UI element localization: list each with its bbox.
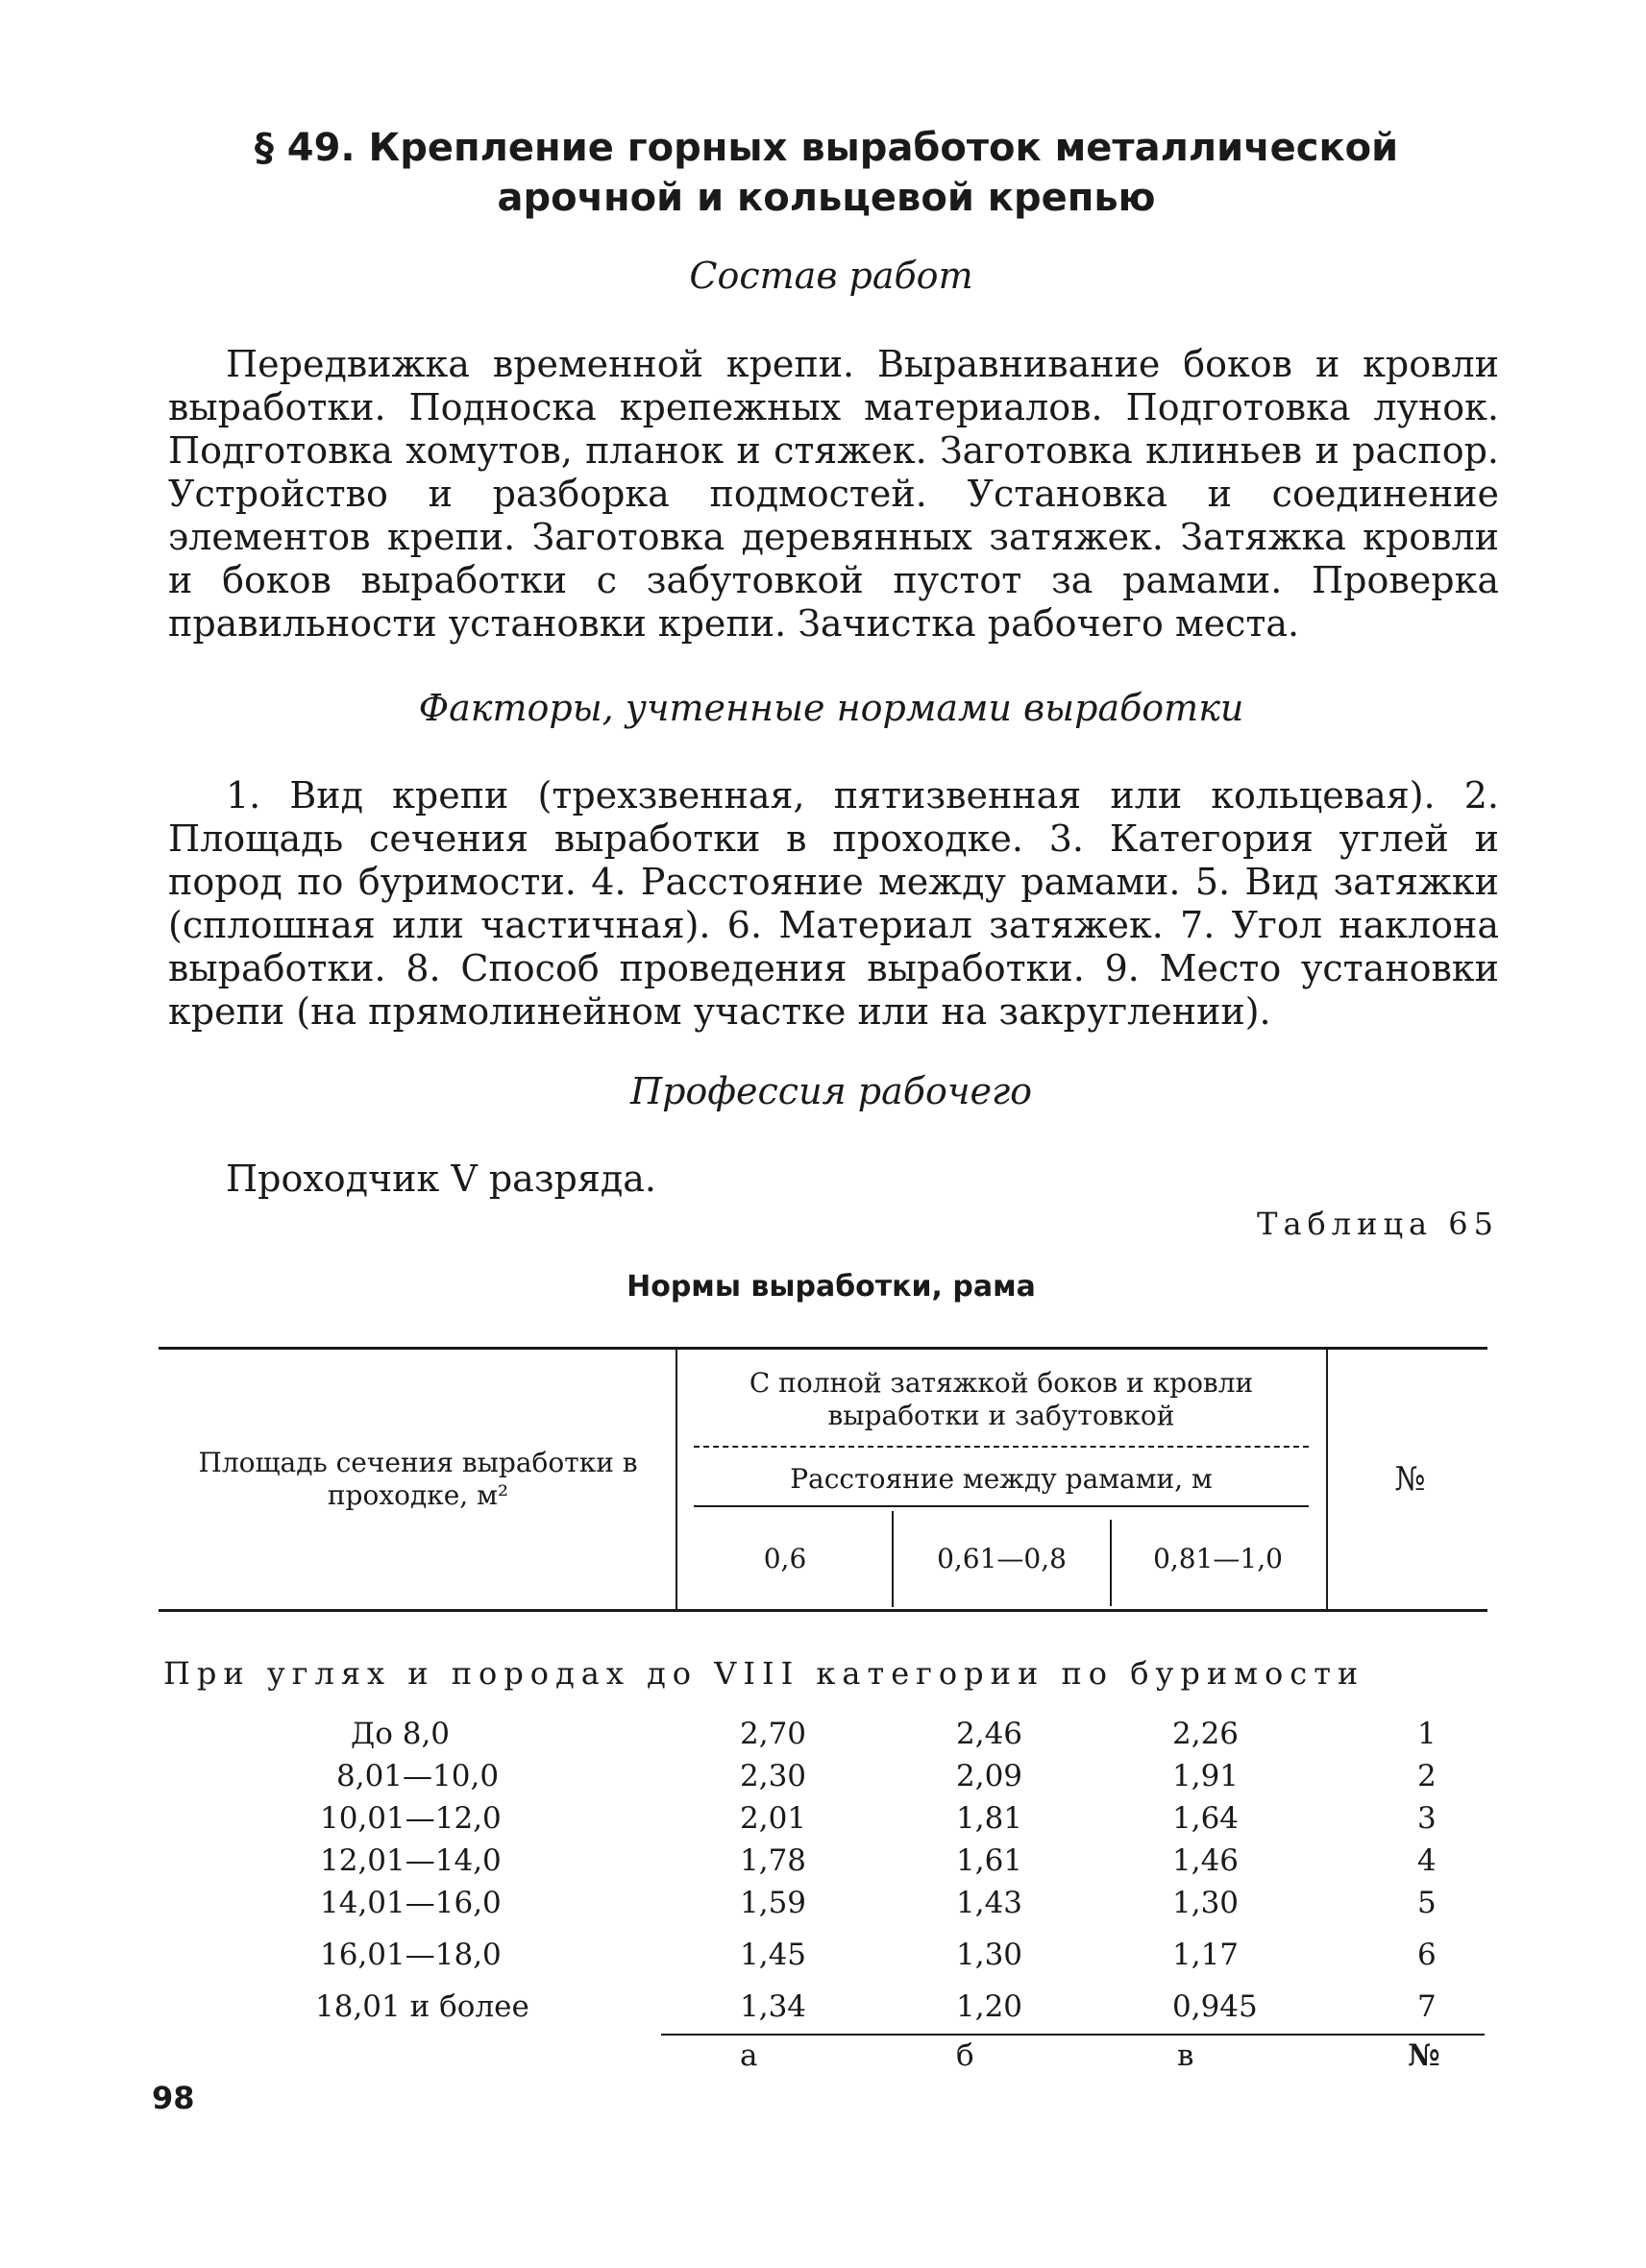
cell-a: 1,45 — [740, 1938, 807, 1972]
section-title-line-1: § 49. Крепление горных выработок металлической — [254, 126, 1399, 170]
cell-c: 1,17 — [1172, 1938, 1240, 1972]
table-col-divider-1 — [676, 1350, 677, 1609]
cell-no: 2 — [1417, 1759, 1437, 1793]
footer-col-c: в — [1177, 2038, 1194, 2073]
factors-heading: Факторы, учтенные нормами выработки — [418, 687, 1244, 729]
cell-b: 1,20 — [956, 1989, 1023, 2024]
table-row — [288, 1882, 1518, 1926]
cell-area: 12,01—14,0 — [320, 1843, 502, 1878]
factors-text: 1. Вид крепи (трехзвенная, пятизвенная или кольцевая). 2. Площадь сечения выработки в проходке. 3. Категория углей и пород по буримости. 4. Расстояние между рамами. 5. Вид затяжки (сплошная или частичная). 6. Материал затяжек. 7. Угол наклона выработки. 8. Способ проведения выработки. 9. Место установки крепи (на прямолинейном участке или на закруглении). — [168, 774, 1499, 1033]
cell-b: 1,30 — [956, 1938, 1023, 1972]
cell-area: 8,01—10,0 — [336, 1759, 500, 1793]
cell-no: 4 — [1417, 1843, 1437, 1878]
table-subcol-divider-1 — [892, 1511, 894, 1607]
table-row — [288, 1713, 1518, 1755]
cell-c: 1,30 — [1172, 1886, 1240, 1920]
table-col-divider-2 — [1326, 1350, 1328, 1609]
profession-heading: Профессия рабочего — [629, 1070, 1033, 1112]
cell-a: 2,30 — [740, 1759, 807, 1793]
footer-col-b: б — [956, 2038, 974, 2073]
cell-a: 2,01 — [740, 1801, 807, 1836]
footer-col-a: а — [740, 2038, 758, 2073]
cell-a: 1,78 — [740, 1843, 807, 1878]
work-text: Передвижка временной крепи. Выравнивание боков и кровли выработки. Подноска крепежных материалов. Подготовка лунок. Подготовка хомутов, планок и стяжек. Заготовка клиньев и распор. Устройство и разборка подмостей. Установка и соединение элементов крепи. Заготовка деревянных затяжек. Затяжка кровли и боков выработки с забутовкой пустот за рамами. Проверка правильности установки крепи. Зачистка рабочего места. — [168, 343, 1499, 645]
section-title-line-2: арочной и кольцевой крепью — [497, 176, 1156, 220]
cell-c: 1,64 — [1172, 1801, 1240, 1836]
cell-c: 1,91 — [1172, 1759, 1240, 1793]
cell-c: 0,945 — [1172, 1989, 1258, 2024]
table-number: Таблица 65 — [1257, 1206, 1499, 1242]
cell-no: 1 — [1417, 1717, 1437, 1751]
cell-b: 1,61 — [956, 1843, 1023, 1878]
table-subcol-divider-2 — [1110, 1520, 1112, 1606]
header-area: Площадь сечения выработки в проходке, м² — [198, 1447, 638, 1511]
section-title — [192, 123, 1461, 223]
table-distance-rule — [694, 1505, 1309, 1507]
table-bottom-rule — [661, 2034, 1485, 2036]
table-row — [288, 1986, 1518, 2028]
cell-no: 3 — [1417, 1801, 1437, 1836]
cell-a: 1,34 — [740, 1989, 807, 2024]
footer-col-no: № — [1408, 2038, 1440, 2073]
table-group-dashed-rule — [694, 1446, 1309, 1448]
table-header-bottom-rule — [159, 1609, 1487, 1612]
cell-b: 2,09 — [956, 1759, 1023, 1793]
table-section-row: При углях и породах до VIII категории по буримости — [163, 1655, 1365, 1692]
cell-b: 1,43 — [956, 1886, 1023, 1920]
cell-area: 18,01 и более — [315, 1989, 529, 2024]
header-col-a: 0,6 — [763, 1543, 807, 1574]
table-row — [288, 1926, 1518, 1986]
cell-area: До 8,0 — [351, 1717, 451, 1751]
cell-c: 2,26 — [1172, 1717, 1240, 1751]
profession-text: Проходчик V разряда. — [226, 1158, 656, 1200]
table-row — [288, 1755, 1518, 1797]
cell-no: 5 — [1417, 1886, 1437, 1920]
cell-a: 2,70 — [740, 1717, 807, 1751]
cell-a: 1,59 — [740, 1886, 807, 1920]
table-body — [288, 1713, 1518, 2028]
cell-b: 1,81 — [956, 1801, 1023, 1836]
cell-c: 1,46 — [1172, 1843, 1240, 1878]
table-top-rule — [159, 1347, 1487, 1350]
table-row — [288, 1797, 1518, 1840]
page-number: 98 — [152, 2080, 195, 2116]
cell-area: 16,01—18,0 — [320, 1938, 502, 1972]
cell-no: 7 — [1417, 1989, 1437, 2024]
table-row — [288, 1840, 1518, 1882]
header-col-c: 0,81—1,0 — [1153, 1543, 1283, 1574]
table-caption: Нормы выработки, рама — [626, 1270, 1036, 1304]
header-distance: Расстояние между рамами, м — [790, 1463, 1213, 1495]
header-group: С полной затяжкой боков и кровли выработки и забутовкой — [749, 1367, 1254, 1431]
header-number: № — [1394, 1460, 1426, 1499]
work-heading: Состав работ — [689, 255, 973, 297]
cell-no: 6 — [1417, 1938, 1437, 1972]
cell-area: 10,01—12,0 — [320, 1801, 502, 1836]
cell-area: 14,01—16,0 — [320, 1886, 502, 1920]
cell-b: 2,46 — [956, 1717, 1023, 1751]
header-col-b: 0,61—0,8 — [937, 1543, 1067, 1574]
